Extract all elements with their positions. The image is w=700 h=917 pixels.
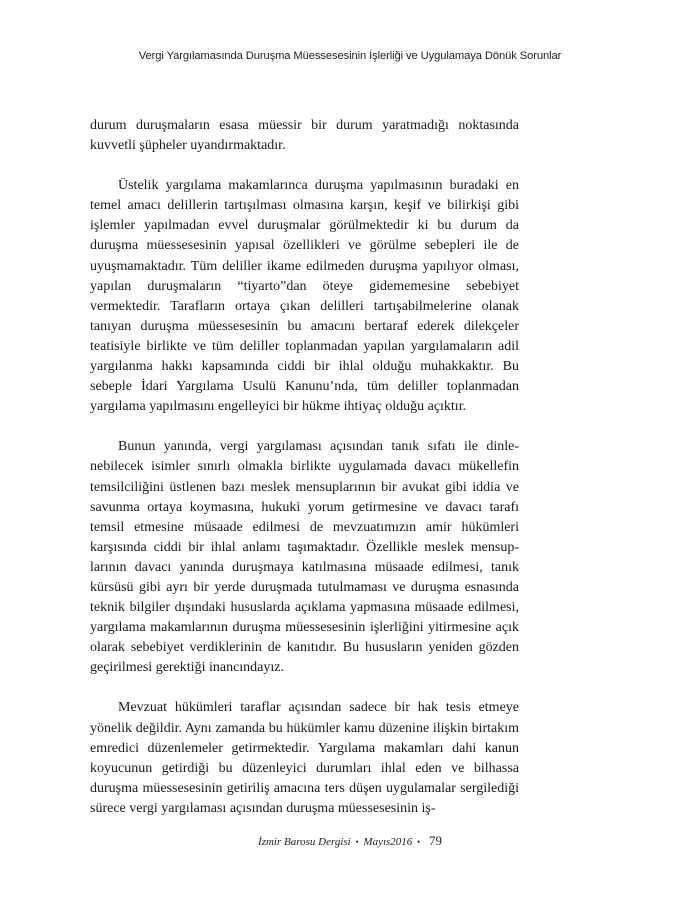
journal-issue: Mayıs2016 [363,836,413,848]
article-body [90,116,519,839]
footer-separator-2: • [417,837,421,847]
paragraph: Mevzuat hükümleri taraflar açısından sadece bir hak tesis etmeye yönelik değildir. Aynı zamanda bu hükümler kamu düzenine ilişkin birtakım emredici düzenlemeler getirmektedir. Yargılama makamları dahi kanun koyucunun getirdiği bu düzenleyici durumları ihlal eden ve bilhassa duruşma müessesesinin getiriliş amacına ters düşen uygulamalar sergilediği sürece vergi yargılaması açısından duruşma müessesesinin iş- [90,700,519,816]
page-footer [0,833,700,849]
paragraph-continued: durum duruşmaların esasa müessir bir durum yaratmadığı noktasında kuvvetli şüpheler uyandırmaktadır. [90,118,519,154]
running-header [0,50,700,62]
running-header-title: Vergi Yargılamasında Duruşma Müessesesinin İşlerliği ve Uygulamaya Dönük Sorunlar [138,50,562,62]
paragraph: Bunun yanında, vergi yargılaması açısından tanık sıfatı ile dinlenebilecek isimler sınırlı olmakla birlikte uygulamada davacı mükellefin temsilciliğini üstlenen bazı meslek mensuplarının bir avukat gibi iddia ve savunma ortaya koymasına, hukuki yorum getirmesine ve davacı tarafı temsil etmesine müsaade edilmesi de mevzuatımızın amir hükümleri karşısında ciddi bir ihlal anlamı taşımaktadır. Özellikle meslek mensuplarının davacı yanında duruşmaya katılmasına müsaade edilmesi, tanık kürsüsü gibi ayrı bir yerde duruşmada tutulmaması ve duruşma esnasında teknik bilgiler dışındaki hususlarda açıklama yapmasına müsaade edilmesi, yargılama makamlarının duruşma müessesesinin işlerliğini yitirmesine açık olarak sebebiyet verdiklerinin de kanıtıdır. Bu hususların yeniden gözden geçirilmesi gerektiği inancındayız. [90,439,519,676]
journal-name: İzmir Barosu Dergisi [258,836,351,848]
footer-separator-1: • [355,837,359,847]
page-number: 79 [428,833,442,848]
paragraph: Üstelik yargılama makamlarınca duruşma yapılmasının buradaki en temel amacı delillerin tartışılması olmasına karşın, keşif ve bilirkişi gibi işlemler yapılmadan evvel duruşmalar görülmektedir ki bu durum da duruşma müessesesinin yapısal özellikleri ve görülme sebepleri ile de uyuşmamaktadır. Tüm deliller ikame edilmeden duruşma yapılıyor olması, yapılan duruşmaların “tiyarto”dan öteye gidememesine sebebiyet vermektedir. Tarafların ortaya çıkan delilleri tartışabilmelerine olanak tanıyan duruşma müessesesinin bu amacını bertaraf ederek dilekçeler teatisiyle birlikte ve tüm deliller toplanmadan yapılan yargılamaların adil yargılanma hakkı kapsamında ciddi bir ihlal olduğu muhakkaktır. Bu sebeple İdari Yargılama Usulü Kanunu’nda, tüm deliller toplanmadan yargılama yapılmasını engelleyici bir hükme ihtiyaç olduğu açıktır. [90,178,519,415]
